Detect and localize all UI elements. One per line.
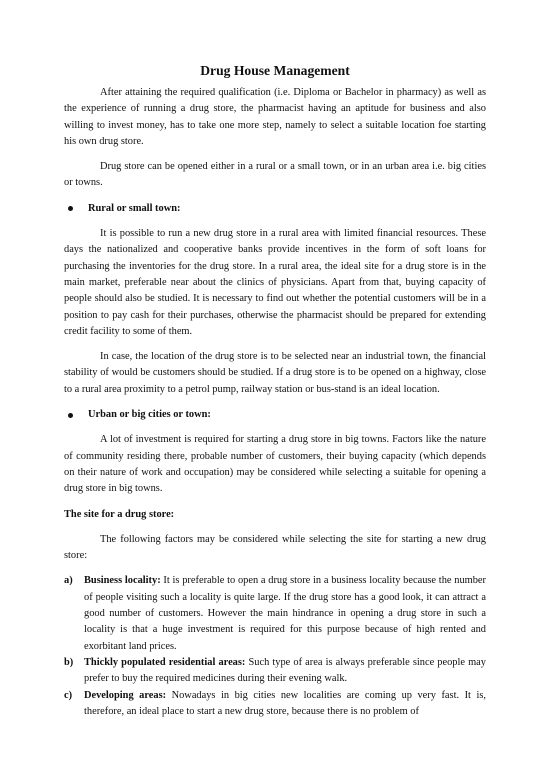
document-page — [64, 58, 486, 720]
urban-heading — [64, 407, 486, 423]
rural-paragraph-1: It is possible to run a new drug store in a rural area with limited financial resources. These days the nationalized and cooperative banks provide incentives in the form of soft loans for purchasing the inventories for the drug store. In a rural area, the ideal site for a drug store is in the main market, preferable near about the clinics of physicians. Apart from that, buying capacity of people should also be studied. It is necessary to find out whether the potential customers will be in a position to pay cash for their purchases, otherwise the pharmacist should be prepared for extending credit facility to some of them. — [64, 228, 486, 337]
bullet-icon — [68, 206, 73, 211]
rural-paragraph-2: In case, the location of the drug store is to be selected near an industrial town, the financial stability of would be customers should be studied. If a drug store is to be opened on a highway, close to a rural area proximity to a petrol pump, railway station or bus-stand is an ideal location. — [64, 351, 486, 395]
site-heading: The site for a drug store: — [64, 508, 175, 520]
list-item — [64, 573, 486, 654]
urban-heading-text: Urban or big cities or town: — [88, 409, 211, 421]
list-item-text: Nowadays in big cities new localities are coming up very fast. It is, therefore, an ideal place to start a new drug store, because there is no problem of — [84, 689, 486, 717]
rural-heading — [64, 201, 486, 217]
site-factors-list — [64, 573, 486, 720]
intro-paragraph-1: After attaining the required qualification (i.e. Diploma or Bachelor in pharmacy) as well as the experience of running a drug store, the pharmacist having an aptitude for business and also willing to invest money, has to take one more step, namely to select a suitable location foe starting his own drug store. — [64, 87, 486, 147]
list-item-text: Such type of area is always preferable since people may prefer to buy the required medicines during their evening walk. — [84, 656, 486, 685]
list-item — [64, 655, 486, 688]
list-item — [64, 688, 486, 721]
list-marker: b) — [64, 656, 74, 668]
rural-heading-text: Rural or small town: — [88, 202, 181, 214]
document-title: Drug House Management — [200, 63, 350, 78]
bullet-icon — [68, 413, 73, 418]
site-intro: The following factors may be considered while selecting the site for starting a new drug store: — [64, 533, 486, 562]
urban-paragraph-1: A lot of investment is required for starting a drug store in big towns. Factors like the nature of community residing there, probable number of customers, their buying capacity (which depends on their nature of work and occupation) may be considered while selecting a suitable for opening a drug store in big towns. — [64, 434, 486, 495]
list-item-term: Developing areas: — [84, 689, 167, 701]
list-marker: c) — [64, 689, 73, 701]
list-marker: a) — [64, 575, 73, 587]
list-item-term: Business locality: — [84, 575, 161, 587]
list-item-text: It is preferable to open a drug store in a business locality because the number of people visiting such a locality is quite large. If the drug store has a good look, it can attract a good number of customers. However the main hindrance in opening a drug store in such a locality is that a huge investment is required for this purpose because of high rented and exorbitant land prices. — [84, 575, 487, 652]
intro-paragraph-2: Drug store can be opened either in a rural or a small town, or in an urban area i.e. big cities or towns. — [64, 161, 486, 189]
list-item-term: Thickly populated residential areas: — [84, 656, 246, 668]
